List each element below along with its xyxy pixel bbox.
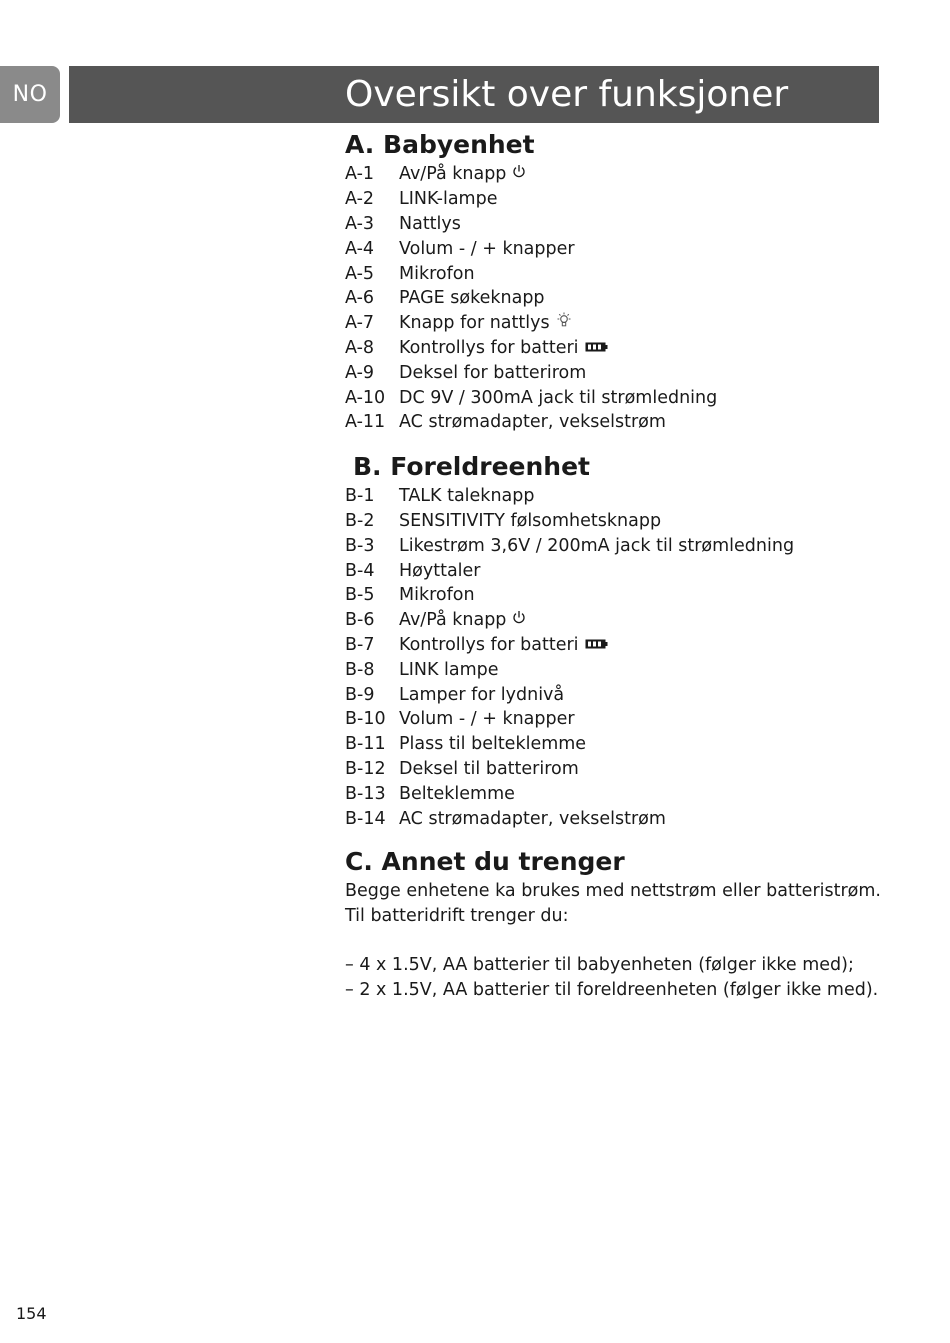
- item-label: Deksel for batterirom: [399, 362, 587, 383]
- section-a-item: [345, 187, 905, 212]
- item-code: A-8: [345, 337, 375, 358]
- item-label: Plass til belteklemme: [399, 734, 587, 755]
- section-b-item: [345, 682, 905, 707]
- item-label: Av/På knapp: [399, 610, 507, 631]
- item-label: SENSITIVITY følsomhetsknapp: [399, 510, 662, 531]
- title-bar: [69, 66, 879, 123]
- item-code: A-7: [345, 313, 375, 334]
- page-title: Oversikt over funksjoner: [345, 74, 789, 115]
- item-code: B-1: [345, 486, 375, 507]
- item-label: Belteklemme: [399, 783, 515, 804]
- battery-requirement-1: – 4 x 1.5V, AA batterier til babyenheten (følger ikke med);: [345, 955, 854, 976]
- item-label: Høyttaler: [399, 560, 481, 581]
- item-label: Likestrøm 3,6V / 200mA jack til strømledning: [399, 535, 795, 556]
- item-code: B-5: [345, 585, 375, 606]
- section-b-item: [345, 781, 905, 806]
- section-b-item: [345, 707, 905, 732]
- item-label: TALK taleknapp: [399, 486, 535, 507]
- section-b-item: [345, 806, 905, 831]
- section-b-list: [345, 484, 905, 831]
- item-label: Mikrofon: [399, 585, 475, 606]
- section-b-item: [345, 484, 905, 509]
- section-b-item: [345, 657, 905, 682]
- item-code: A-10: [345, 387, 386, 408]
- power-icon: [512, 164, 526, 184]
- battery-requirement-2: – 2 x 1.5V, AA batterier til foreldreenheten (følger ikke med).: [345, 980, 879, 1001]
- section-a-item: [345, 410, 905, 435]
- item-code: B-11: [345, 734, 386, 755]
- item-label: DC 9V / 300mA jack til strømledning: [399, 387, 718, 408]
- item-label: Volum - / + knapper: [399, 238, 575, 259]
- item-code: A-1: [345, 164, 375, 185]
- item-label: Deksel til batterirom: [399, 758, 579, 779]
- section-a-item: [345, 212, 905, 237]
- section-b-item: [345, 583, 905, 608]
- section-b-item: [345, 533, 905, 558]
- item-code: B-8: [345, 659, 375, 680]
- item-label: LINK-lampe: [399, 189, 498, 210]
- battery-icon: [585, 635, 608, 655]
- section-a-item: [345, 236, 905, 261]
- item-code: A-2: [345, 189, 375, 210]
- language-tab: NO: [0, 66, 60, 123]
- item-code: B-9: [345, 684, 375, 705]
- section-a-heading: A. Babyenhet: [345, 130, 535, 159]
- section-b-item: [345, 509, 905, 534]
- item-label: Kontrollys for batteri: [399, 634, 579, 655]
- item-label: AC strømadapter, vekselstrøm: [399, 808, 666, 829]
- item-code: A-4: [345, 238, 375, 259]
- item-label: Volum - / + knapper: [399, 709, 575, 730]
- section-a-item: [345, 336, 905, 361]
- item-code: A-9: [345, 362, 375, 383]
- section-a-list: [345, 162, 905, 435]
- item-label: PAGE søkeknapp: [399, 288, 545, 309]
- battery-icon: [585, 338, 608, 358]
- item-label: AC strømadapter, vekselstrøm: [399, 412, 666, 433]
- item-label: Mikrofon: [399, 263, 475, 284]
- item-label: Kontrollys for batteri: [399, 337, 579, 358]
- item-code: A-5: [345, 263, 375, 284]
- section-a-item: [345, 311, 905, 336]
- section-c-intro-1: Begge enhetene ka brukes med nettstrøm eller batteristrøm.: [345, 880, 881, 901]
- item-code: B-12: [345, 758, 386, 779]
- item-code: B-7: [345, 634, 375, 655]
- item-code: B-2: [345, 510, 375, 531]
- section-b-item: [345, 757, 905, 782]
- section-c-heading: C. Annet du trenger: [345, 846, 625, 876]
- section-a-item: [345, 360, 905, 385]
- night-light-icon: [556, 312, 572, 334]
- section-a-item: [345, 162, 905, 187]
- section-b-item: [345, 608, 905, 633]
- section-b-item: [345, 558, 905, 583]
- item-label: LINK lampe: [399, 659, 499, 680]
- section-a-item: [345, 261, 905, 286]
- page-number: 154: [16, 1304, 47, 1323]
- item-label: Nattlys: [399, 213, 461, 234]
- item-code: B-14: [345, 808, 386, 829]
- item-label: Av/På knapp: [399, 164, 507, 185]
- item-code: A-11: [345, 412, 386, 433]
- item-code: B-10: [345, 709, 386, 730]
- item-label: Lamper for lydnivå: [399, 684, 565, 705]
- item-code: B-4: [345, 560, 375, 581]
- item-code: A-6: [345, 288, 375, 309]
- item-code: B-13: [345, 783, 386, 804]
- item-code: B-6: [345, 610, 375, 631]
- power-icon: [512, 610, 526, 630]
- section-b-item: [345, 732, 905, 757]
- item-label: Knapp for nattlys: [399, 313, 550, 334]
- section-c-intro-2: Til batteridrift trenger du:: [345, 905, 569, 926]
- content: [345, 128, 905, 1003]
- section-b-heading: B. Foreldreenhet: [353, 451, 590, 481]
- section-a-item: [345, 385, 905, 410]
- item-code: B-3: [345, 535, 375, 556]
- item-code: A-3: [345, 213, 375, 234]
- section-a-item: [345, 286, 905, 311]
- section-b-item: [345, 633, 905, 658]
